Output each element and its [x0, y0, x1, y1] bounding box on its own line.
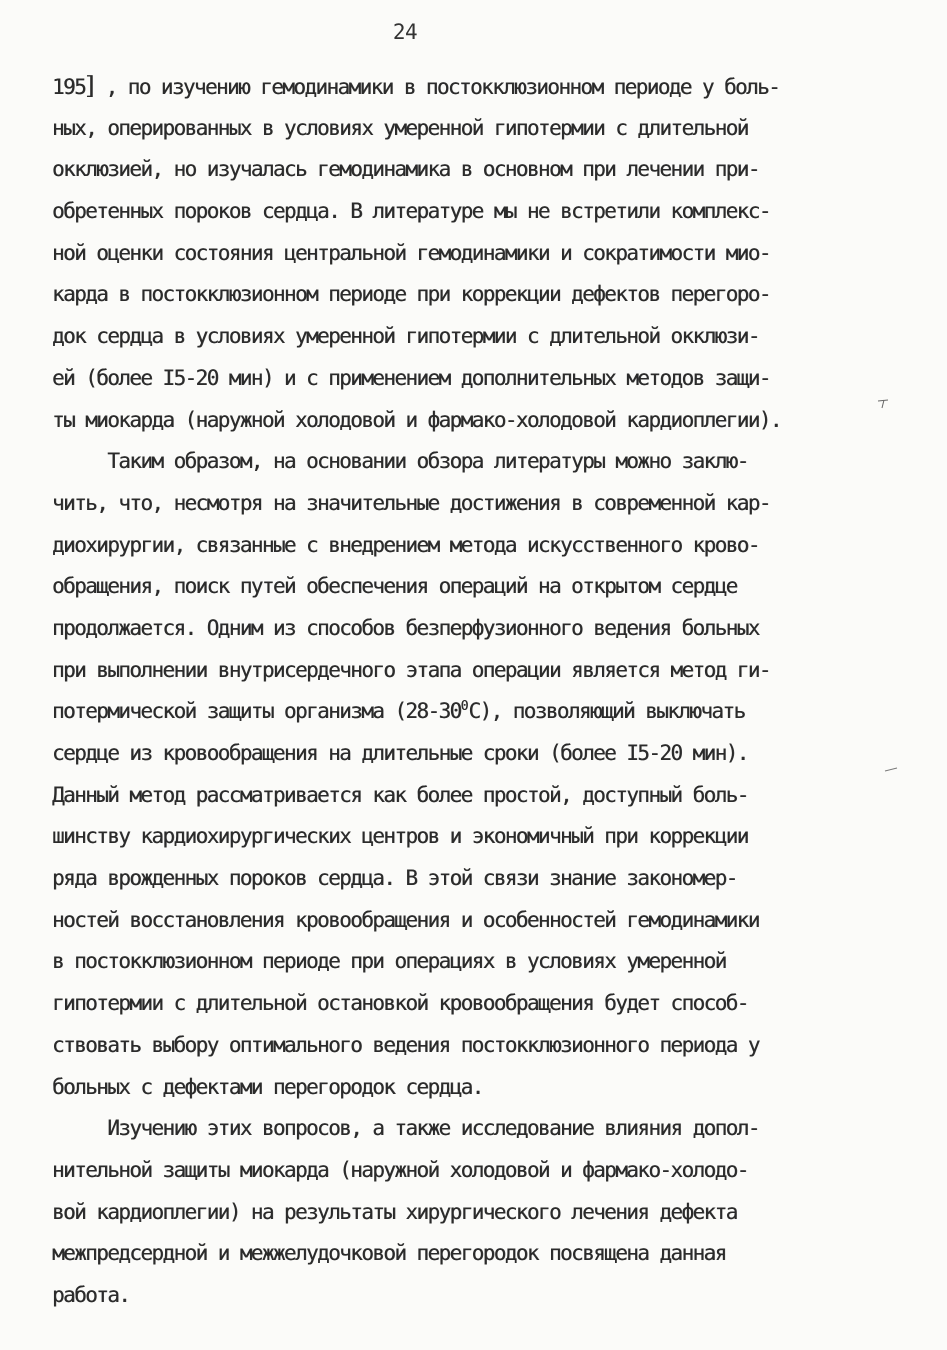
degree-superscript: 0 [460, 699, 469, 715]
citation-bracket: ] [85, 72, 95, 100]
text-line: продолжается. Одним из способов безперфузионного ведения больных [52, 615, 759, 640]
text-line: Таким образом, на основании обзора литературы можно заклю- [52, 449, 748, 474]
text-line [52, 66, 892, 108]
text-line: обращения, поиск путей обеспечения операций на открытом сердце [52, 574, 737, 599]
text-line: ностей восстановления кровообращения и особенностей гемодинамики [52, 907, 759, 932]
text-line: работа. [52, 1282, 130, 1307]
text-line: док сердца в условиях умеренной гипотермии с длительной окклюзи- [52, 324, 759, 349]
text-line: окклюзией, но изучалась гемодинамика в основном при лечении при- [52, 157, 759, 182]
text-line: ствовать выбору оптимального ведения постокклюзионного периода у [52, 1032, 759, 1057]
text-line: Данный метод рассматривается как более простой, доступный боль- [52, 782, 748, 807]
text-line: диохирургии, связанные с внедрением метода искусственного крово- [52, 532, 759, 557]
text-line: межпредсердной и межжелудочковой перегородок посвящена данная [52, 1241, 726, 1266]
page-number: 24 [392, 20, 418, 44]
body-text [52, 66, 892, 1317]
text-line [52, 691, 892, 733]
text-line: в постокклюзионном периоде при операциях в условиях умеренной [52, 949, 726, 974]
citation-year-fragment: 195 [52, 75, 86, 99]
margin-tick-mark [876, 398, 890, 410]
text-line: Изучению этих вопросов, а также исследование влияния допол- [52, 1116, 759, 1141]
text-line: при выполнении внутрисердечного этапа операции является метод ги- [52, 657, 770, 682]
margin-dash-mark [884, 766, 898, 774]
text-line: ной оценки состояния центральной гемодинамики и сократимости мио- [52, 240, 770, 265]
text-line: больных с дефектами перегородок сердца. [52, 1074, 483, 1099]
text-line-rest: , по изучению гемодинамики в постокклюзионном периоде у боль- [94, 75, 780, 99]
text-line-start: потермической защиты организма (28-30 [52, 699, 461, 724]
text-line: ных, оперированных в условиях умеренной гипотермии с длительной [52, 115, 748, 140]
text-line: шинству кардиохирургических центров и экономичный при коррекции [52, 824, 748, 849]
text-line: гипотермии с длительной остановкой кровообращения будет способ- [52, 991, 748, 1016]
text-line: карда в постокклюзионном периоде при коррекции дефектов перегоро- [52, 282, 770, 307]
text-line: ты миокарда (наружной холодовой и фармако-холодовой кардиоплегии). [52, 407, 781, 432]
text-line-rest: С), позволяющий выключать [468, 699, 745, 724]
text-line: ряда врожденных пороков сердца. В этой связи знание закономер- [52, 866, 737, 891]
text-line: чить, что, несмотря на значительные достижения в современной кар- [52, 490, 770, 515]
text-line: обретенных пороков сердца. В литературе мы не встретили комплекс- [52, 199, 770, 224]
text-line: вой кардиоплегии) на результаты хирургического лечения дефекта [52, 1199, 737, 1224]
text-line: нительной защиты миокарда (наружной холодовой и фармако-холодо- [52, 1157, 748, 1182]
text-line: ей (более I5-20 мин) и с применением дополнительных методов защи- [52, 365, 770, 390]
text-line: сердце из кровообращения на длительные сроки (более I5-20 мин). [52, 741, 748, 765]
